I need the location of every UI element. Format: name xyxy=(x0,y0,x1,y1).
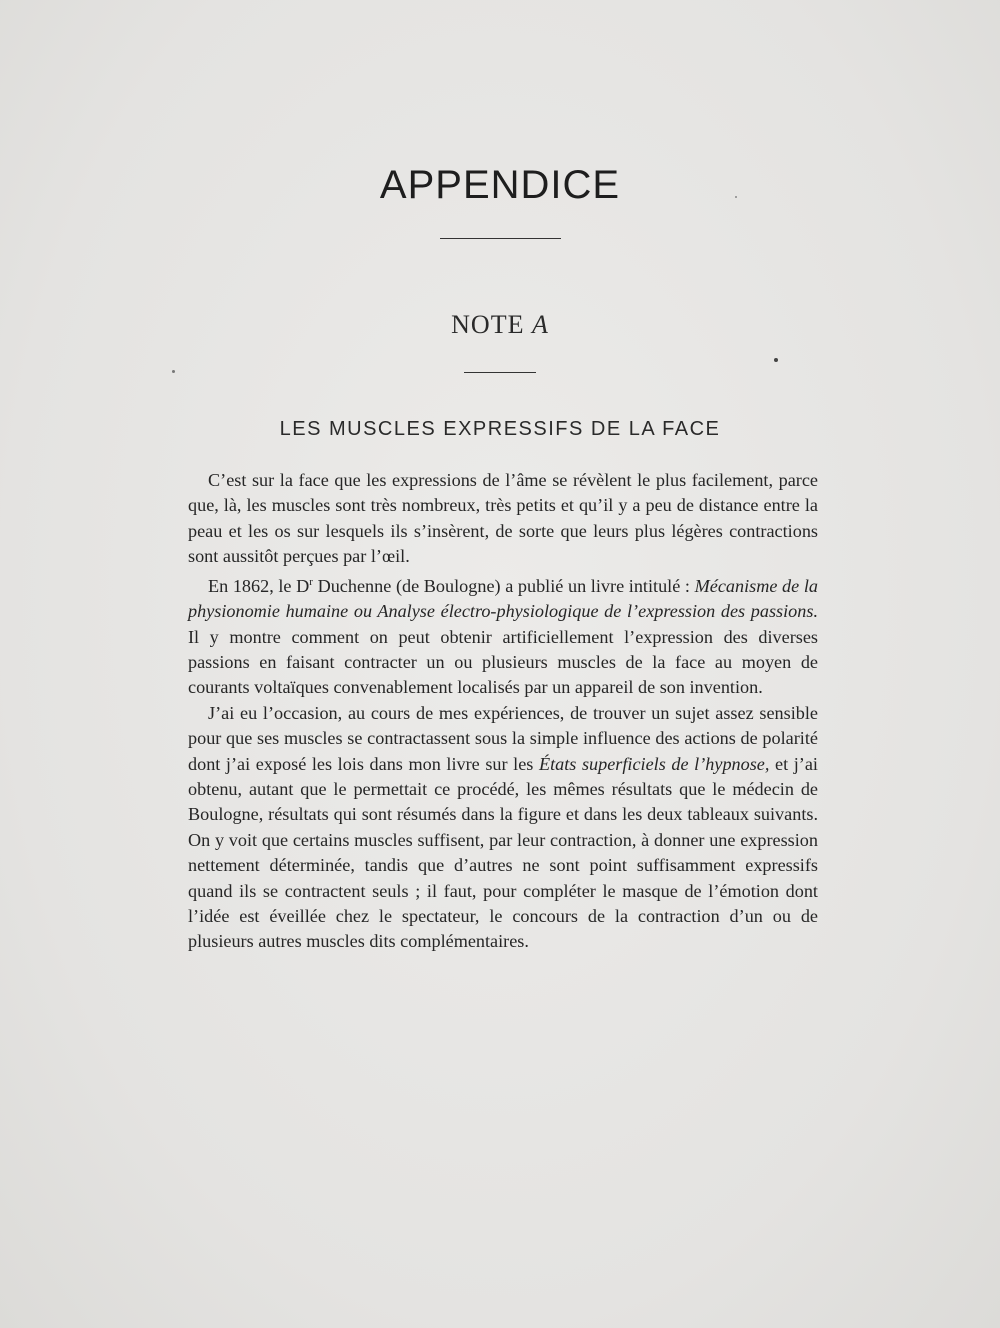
page-title: APPENDICE xyxy=(379,163,621,207)
title-divider xyxy=(440,238,561,239)
paragraph-1: C’est sur la face que les expressions de l’âme se révèlent le plus facilement, parce que, là, les muscles sont très nombreux, très petits et qu’il y a peu de distance entre la peau et les os sur lesquels ils s’insèrent, de sorte que leurs plus légères contractions sont aussitôt perçues par l’œil. xyxy=(188,470,818,567)
book-title-hypnose: États superficiels de l’hypnose, xyxy=(538,753,770,774)
book-title-duchenne: Mécanisme de la physionomie humaine ou Analyse électro-physiologique de l’expression des passions. xyxy=(188,575,819,622)
paper-speck xyxy=(735,196,737,198)
section-title: LES MUSCLES EXPRESSIFS DE LA FACE xyxy=(279,418,721,440)
note-divider xyxy=(464,372,536,373)
paragraph-2-superscript: r xyxy=(309,575,313,588)
paragraph-2-part-b: Duchenne (de Boulogne) a publié un livre intitulé : xyxy=(312,575,695,596)
paragraph-2 xyxy=(188,570,818,701)
paragraph-3-part-b: et j’ai obtenu, autant que le permettait ce procédé, les mêmes résultats que le médecin de Boulogne, résultats qui sont résumés dans la figure et dans les deux tableaux suivants. On y voit que certains muscles suffisent, par leur contraction, à donner une expression nettement déterminée, tandis que d’autres ne sont point suffisamment expressifs quand ils se contractent seuls ; il faut, pour compléter le masque de l’émotion dont l’idée est éveillée chez le spectateur, le concours de la contraction d’un ou de plusieurs autres muscles dits complémentaires. xyxy=(188,753,818,952)
note-letter: A xyxy=(531,310,549,339)
paper-speck xyxy=(172,370,175,373)
paragraph-2-part-c: Il y montre comment on peut obtenir artificiellement l’expression des diverses passions en faisant contracter un ou plusieurs muscles de la face au moyen de courants voltaïques convenablement localisés par un appareil de son invention. xyxy=(188,626,818,698)
note-prefix: NOTE xyxy=(451,310,532,339)
paragraph-3-part-a: J’ai eu l’occasion, au cours de mes expériences, de trouver un sujet assez sensible pour que ses muscles se contractassent sous la simple influence des actions de polarité dont j’ai exposé les lois dans mon livre sur les xyxy=(188,702,818,774)
body-text xyxy=(188,468,818,955)
paragraph-2-part-a: En 1862, le D xyxy=(208,575,310,596)
paragraph-3 xyxy=(188,701,818,955)
paper-speck xyxy=(774,358,778,362)
note-heading xyxy=(0,310,1000,340)
